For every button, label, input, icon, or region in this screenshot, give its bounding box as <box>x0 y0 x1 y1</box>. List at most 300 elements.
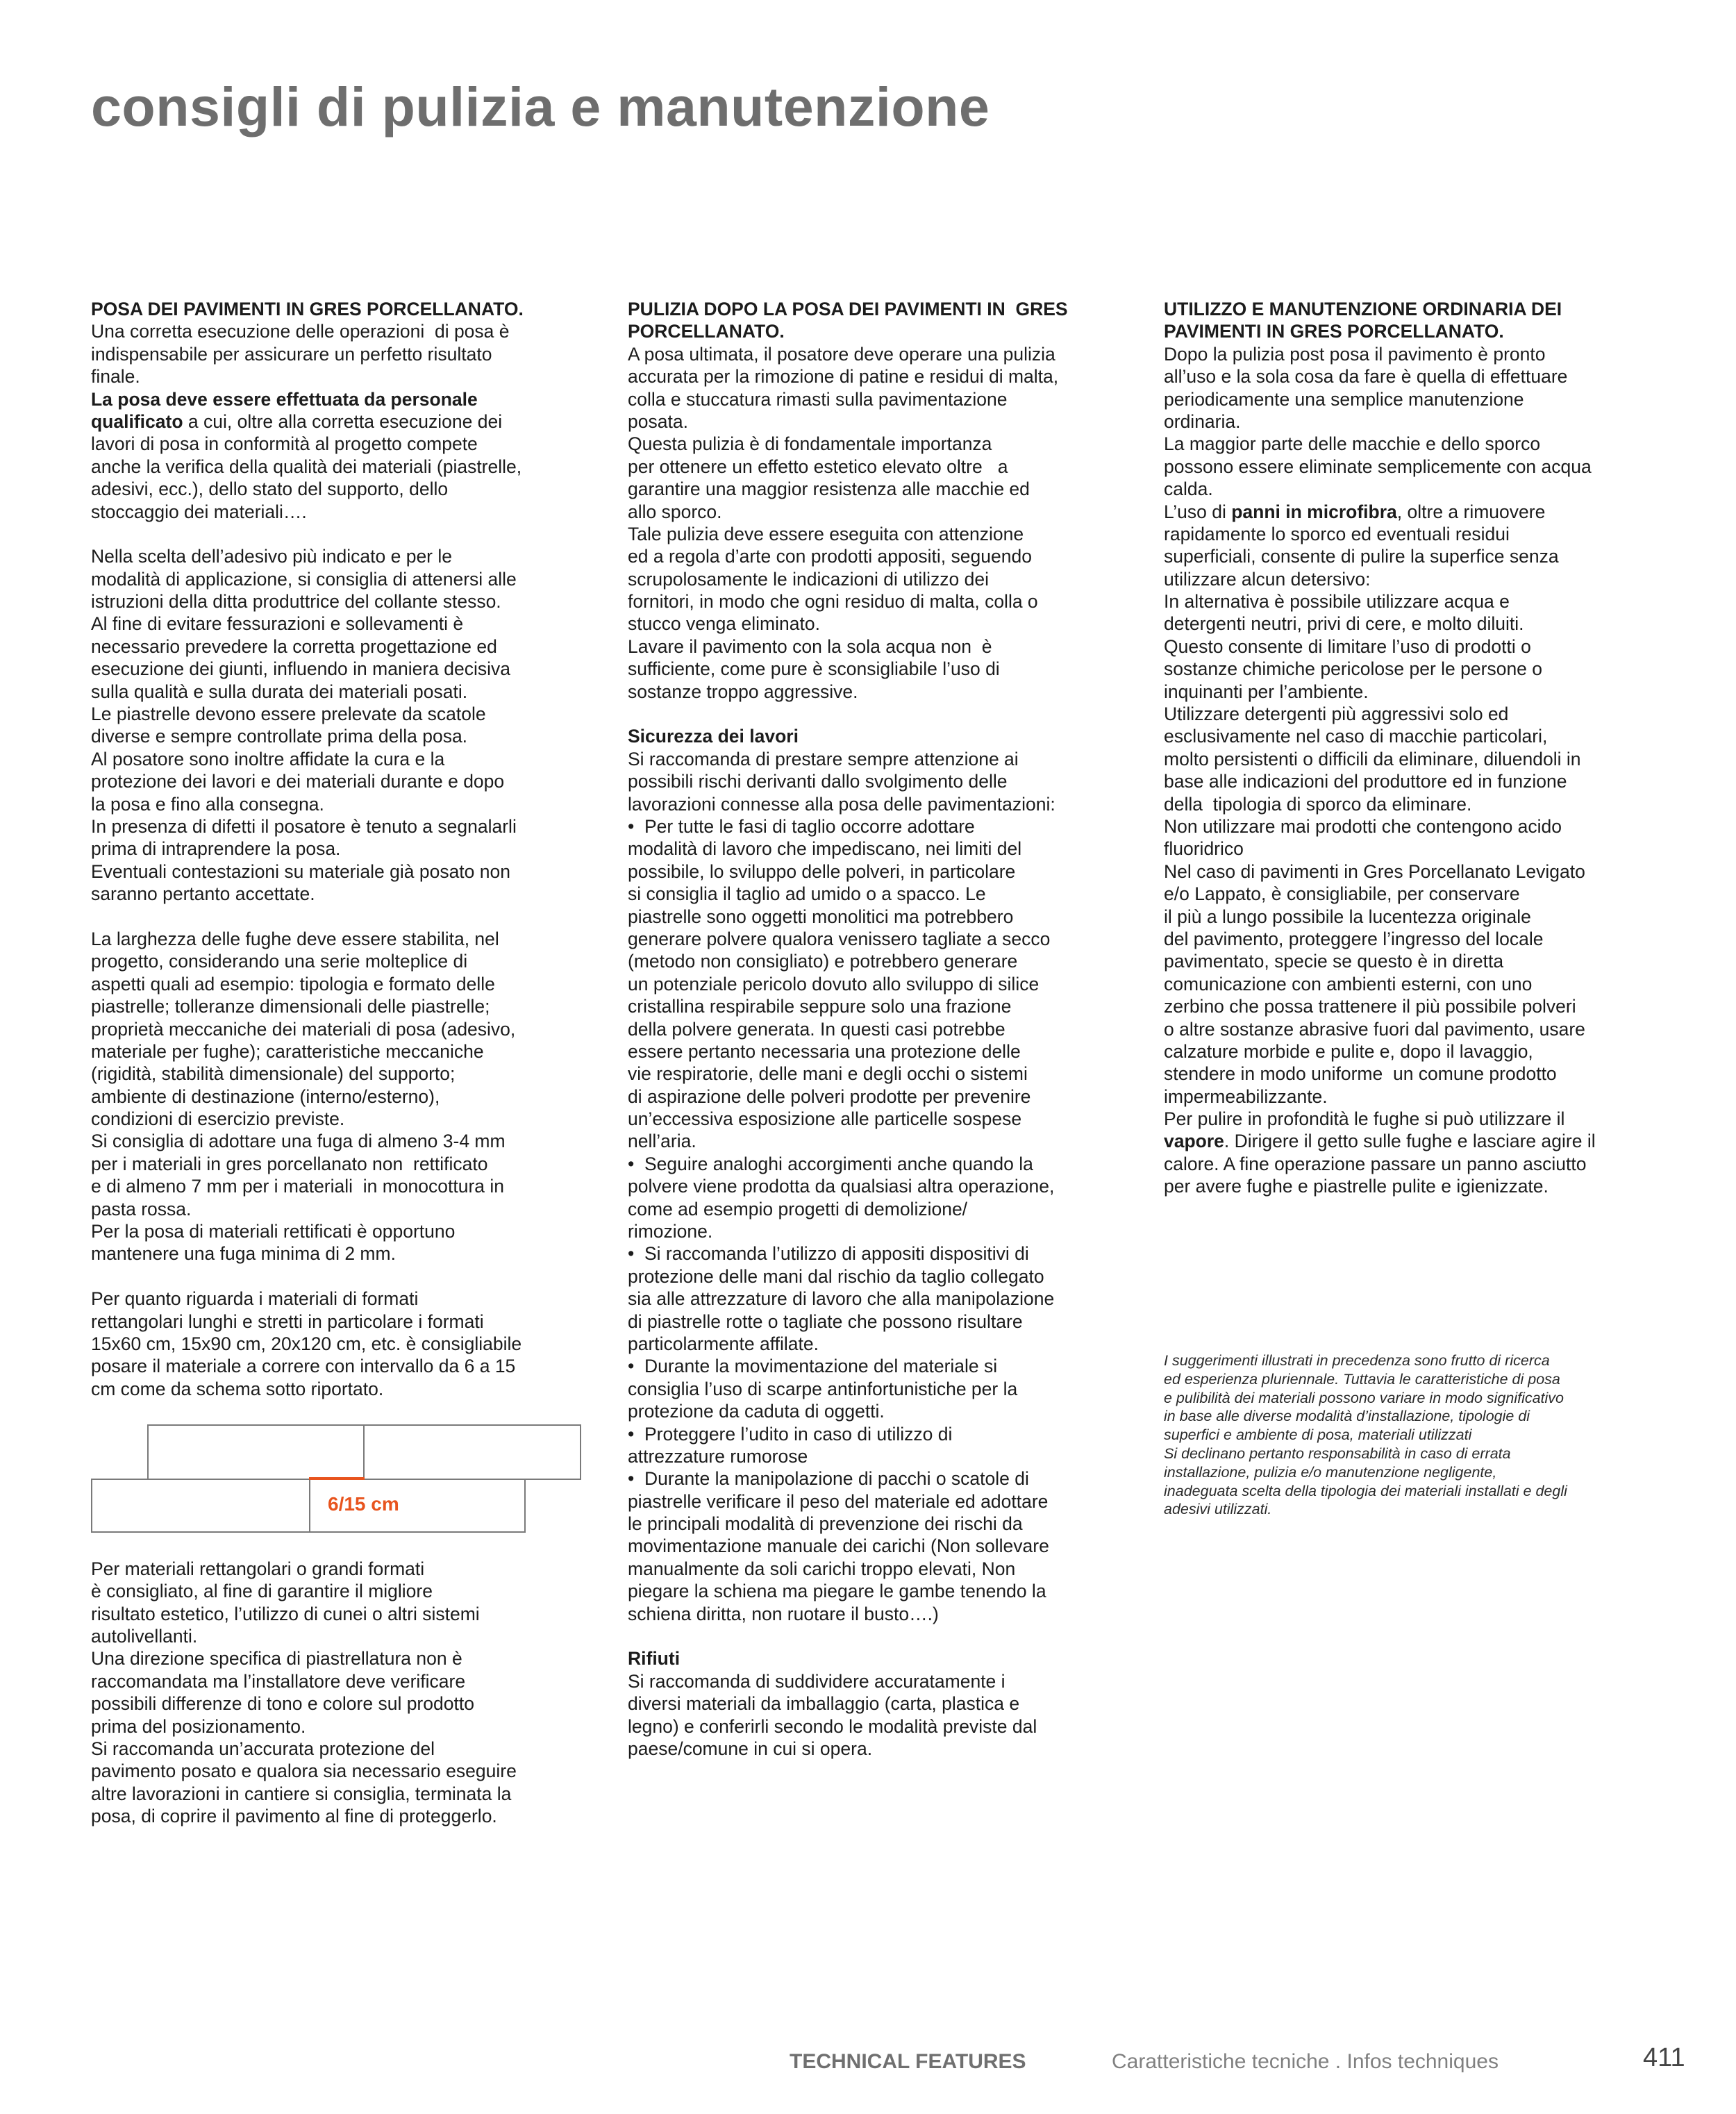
text-line <box>1164 613 1678 635</box>
text: condizioni di esercizio previste. <box>91 1108 345 1130</box>
text: per ottenere un effetto estetico elevato oltre a <box>628 456 1008 477</box>
bold-text: qualificato <box>91 410 183 432</box>
text: Dopo la pulizia post posa il pavimento è pronto <box>1164 343 1546 365</box>
text-line <box>1164 343 1678 365</box>
text-line <box>91 748 605 770</box>
text: Per pulire in profondità le fughe si può utilizzare il <box>1164 1108 1565 1130</box>
text: inquinanti per l’ambiente. <box>1164 681 1369 702</box>
text-line <box>91 1805 605 1827</box>
text-line <box>1164 501 1678 523</box>
text-line <box>91 613 605 635</box>
text: movimentazione manuale dei carichi (Non sollevare <box>628 1535 1049 1557</box>
text: un potenziale pericolo dovuto allo sviluppo di silice <box>628 973 1040 994</box>
text-line <box>91 1085 605 1108</box>
text: pavimento posato e qualora sia necessario eseguire <box>91 1761 517 1782</box>
text: indispensabile per assicurare un perfetto risultato <box>91 343 492 365</box>
text-line <box>628 1378 1142 1400</box>
text-line <box>628 793 1142 815</box>
text-line <box>1164 568 1678 590</box>
text-line <box>628 501 1142 523</box>
text-line <box>91 1242 605 1265</box>
text: Al fine di evitare fessurazioni e sollevamenti è <box>91 613 464 635</box>
text-line <box>91 501 605 523</box>
text: modalità di lavoro che impediscano, nei limiti del <box>628 838 1022 860</box>
text-line <box>91 343 605 365</box>
text-line <box>91 703 605 725</box>
text-line <box>1164 1130 1678 1152</box>
text: paese/comune in cui si opera. <box>628 1738 873 1759</box>
text: Utilizzare detergenti più aggressivi solo ed <box>1164 704 1509 725</box>
text-line <box>628 906 1142 928</box>
text-line <box>1164 681 1678 703</box>
bold-text: Rifiuti <box>628 1648 681 1670</box>
text-line <box>1164 1153 1678 1175</box>
text: aspetti quali ad esempio: tipologia e formato delle <box>91 973 495 994</box>
text-line <box>1164 523 1678 545</box>
text: Si raccomanda un’accurata protezione del <box>91 1738 435 1759</box>
text-line <box>1164 1040 1678 1063</box>
text: • Si raccomanda l’utilizzo di appositi dispositivi di <box>628 1243 1029 1265</box>
text: . Dirigere il getto sulle fughe e lasciare agire il <box>1224 1131 1596 1152</box>
text: Questa pulizia è di fondamentale importanza <box>628 433 992 455</box>
text-line <box>1164 995 1678 1017</box>
text-line <box>91 1445 605 1467</box>
text: di piastrelle rotte o tagliate che possono risultare <box>628 1310 1023 1332</box>
text: piastrelle; tolleranze dimensionali delle piastrelle; <box>91 996 490 1017</box>
text-line <box>628 950 1142 972</box>
disclaimer-line: adesivi utilizzati. <box>1164 1501 1272 1518</box>
text: (metodo non consigliato) e potrebbero generare <box>628 951 1018 972</box>
text-line <box>91 410 605 433</box>
text-line <box>1164 950 1678 972</box>
text-line <box>1164 635 1678 658</box>
text-line <box>628 703 1142 725</box>
text-line <box>91 725 605 747</box>
text-line <box>1164 590 1678 613</box>
text-line <box>91 928 605 950</box>
text-line <box>1164 298 1678 320</box>
text-line <box>628 1692 1142 1715</box>
text-line <box>1164 320 1678 342</box>
text-line <box>91 1603 605 1625</box>
text: piastrelle sono oggetti monolitici ma potrebbero <box>628 906 1014 927</box>
text: altre lavorazioni in cantiere si consiglia, terminata la <box>91 1783 512 1804</box>
text: (rigidità, stabilità dimensionale) del supporto; <box>91 1063 456 1085</box>
text: impermeabilizzante. <box>1164 1085 1328 1107</box>
text-line <box>628 1400 1142 1422</box>
text-line <box>91 1310 605 1333</box>
text-line <box>1164 410 1678 433</box>
text: Al posatore sono inoltre affidate la cura e la <box>91 748 445 769</box>
text: Lavare il pavimento con la sola acqua non è <box>628 635 992 657</box>
text-line <box>628 928 1142 950</box>
text-line <box>628 1580 1142 1602</box>
text-line <box>91 365 605 388</box>
bold-text: vapore <box>1164 1131 1224 1152</box>
text: sulla qualità e sulla durata dei materiali posati. <box>91 681 468 702</box>
disclaimer <box>1164 1351 1678 1519</box>
text: diversi materiali da imballaggio (carta, plastica e <box>628 1693 1020 1715</box>
text-line <box>628 681 1142 703</box>
text: all’uso e la sola cosa da fare è quella di effettuare <box>1164 366 1568 388</box>
text: manualmente da soli carichi troppo elevati, Non <box>628 1558 1016 1579</box>
text-line <box>1164 883 1678 905</box>
text-line <box>628 1423 1142 1445</box>
text: diverse e sempre controllate prima della posa. <box>91 726 468 747</box>
text-line <box>628 725 1142 747</box>
text-line <box>91 815 605 838</box>
text: essere pertanto necessaria una protezione delle <box>628 1040 1021 1062</box>
text-line <box>1164 456 1678 478</box>
text: adesivi, ecc.), dello stato del supporto, dello <box>91 478 449 500</box>
text-line <box>628 1513 1142 1535</box>
text-line <box>91 1130 605 1152</box>
text-line <box>91 1220 605 1242</box>
text-line <box>91 950 605 972</box>
text-line <box>91 1467 605 1490</box>
bold-text: PULIZIA DOPO LA POSA DEI PAVIMENTI IN GRES <box>628 299 1068 319</box>
text: schiena diritta, non ruotare il busto….) <box>628 1603 939 1624</box>
text-line <box>628 995 1142 1017</box>
text: per i materiali in gres porcellanato non rettificato <box>91 1153 488 1174</box>
text-line <box>1164 658 1678 680</box>
text: Si raccomanda di prestare sempre attenzione ai <box>628 748 1019 769</box>
text-line <box>628 1647 1142 1670</box>
text-line <box>91 388 605 410</box>
text: base alle indicazioni del produttore ed in funzione <box>1164 771 1567 792</box>
text-line <box>628 1670 1142 1692</box>
text-line <box>628 590 1142 613</box>
text: • Proteggere l’udito in caso di utilizzo di <box>628 1423 953 1445</box>
text-line <box>628 1715 1142 1738</box>
text-line <box>91 1288 605 1310</box>
text-line <box>628 1198 1142 1220</box>
text-line <box>91 568 605 590</box>
text-line <box>91 1175 605 1197</box>
text: ed a regola d’arte con prodotti appositi, seguendo <box>628 546 1032 567</box>
text: autolivellanti. <box>91 1626 198 1647</box>
bold-text: PAVIMENTI IN GRES PORCELLANATO. <box>1164 321 1504 342</box>
text-line <box>628 883 1142 905</box>
text: detergenti neutri, privi di cere, e molto diluiti. <box>1164 613 1524 635</box>
text-line <box>91 635 605 658</box>
text: garantire una maggior resistenza alle macchie ed <box>628 478 1030 500</box>
text: fornitori, in modo che ogni residuo di malta, colla o <box>628 591 1038 613</box>
text-line <box>1164 1175 1678 1197</box>
text-line <box>91 973 605 995</box>
text-line <box>91 906 605 928</box>
text: In alternativa è possibile utilizzare acqua e <box>1164 591 1510 613</box>
text-line <box>91 1513 605 1535</box>
text: Eventuali contestazioni su materiale già posato non <box>91 860 510 882</box>
text-line <box>628 1603 1142 1625</box>
text-line <box>628 298 1142 320</box>
text: ambiente di destinazione (interno/esterno), <box>91 1085 440 1107</box>
text-line <box>628 613 1142 635</box>
text: posata. <box>628 410 688 432</box>
text: • Seguire analoghi accorgimenti anche quando la <box>628 1153 1033 1174</box>
text: Tale pulizia deve essere eseguita con attenzione <box>628 523 1024 544</box>
text: zerbino che possa trattenere il più possibile polveri <box>1164 996 1576 1017</box>
text: A posa ultimata, il posatore deve operare una pulizia <box>628 343 1055 365</box>
text-line <box>91 1715 605 1738</box>
text-line <box>91 590 605 613</box>
text-line <box>1164 725 1678 747</box>
text-line <box>628 1063 1142 1085</box>
text: istruzioni della ditta produttrice del collante stesso. <box>91 591 501 613</box>
text: e di almeno 7 mm per i materiali in monocottura in <box>91 1176 505 1197</box>
text: sia alle attrezzature di lavoro che alla manipolazione <box>628 1288 1055 1310</box>
text: calzature morbide e pulite e, dopo il lavaggio, <box>1164 1040 1533 1062</box>
text: sostanze chimiche pericolose per le persone o <box>1164 658 1543 680</box>
column-posa <box>91 298 605 1828</box>
text: posare il materiale a correre con intervallo da 6 a 15 <box>91 1356 516 1377</box>
text: legno) e conferirli secondo le modalità previste dal <box>628 1715 1037 1737</box>
text-line <box>628 860 1142 883</box>
text-line <box>91 1153 605 1175</box>
text: protezione da caduta di oggetti. <box>628 1401 885 1422</box>
text-line <box>628 478 1142 500</box>
text: per avere fughe e piastrelle pulite e igienizzate. <box>1164 1176 1549 1197</box>
text: Per la posa di materiali rettificati è opportuno <box>91 1221 456 1242</box>
text: piastrelle verificare il peso del materiale ed adottare <box>628 1490 1049 1512</box>
bold-text: POSA DEI PAVIMENTI IN GRES PORCELLANATO. <box>91 299 524 319</box>
text: finale. <box>91 366 140 388</box>
text: Una direzione specifica di piastrellatura non è <box>91 1648 462 1670</box>
text-line <box>91 1580 605 1602</box>
text: La maggior parte delle macchie e dello sporco <box>1164 433 1541 455</box>
text-line <box>91 1783 605 1805</box>
text: a cui, oltre alla corretta esecuzione dei <box>183 410 503 432</box>
footer-section: TECHNICAL FEATURES <box>790 2050 1026 2073</box>
text: In presenza di difetti il posatore è tenuto a segnalarli <box>91 815 517 837</box>
text-line <box>91 1692 605 1715</box>
text-line <box>628 1130 1142 1152</box>
text-line <box>91 1535 605 1557</box>
text: stendere in modo uniforme un comune prodotto <box>1164 1063 1557 1085</box>
text-line <box>628 1355 1142 1377</box>
text-line <box>91 1018 605 1040</box>
text-line <box>628 1108 1142 1130</box>
disclaimer-line: e pulibilità dei materiali possono variare in modo significativo <box>1164 1389 1564 1406</box>
text-line <box>628 523 1142 545</box>
text: generare polvere qualora venissero tagliate a secco <box>628 928 1051 949</box>
text-line <box>91 1647 605 1670</box>
text-line <box>628 1288 1142 1310</box>
bold-text: Sicurezza dei lavori <box>628 726 799 747</box>
text: lavori di posa in conformità al progetto compete <box>91 433 478 455</box>
disclaimer-line: ed esperienza pluriennale. Tuttavia le caratteristiche di posa <box>1164 1370 1560 1388</box>
bold-text: panni in microfibra <box>1231 501 1397 522</box>
text-line <box>628 1242 1142 1265</box>
text-line <box>91 793 605 815</box>
text-line <box>91 433 605 455</box>
text-line <box>91 1400 605 1422</box>
text-line <box>1164 1018 1678 1040</box>
text: rimozione. <box>628 1221 713 1242</box>
text: è consigliato, al fine di garantire il migliore <box>91 1581 433 1602</box>
text-line <box>628 1175 1142 1197</box>
text-line <box>628 658 1142 680</box>
text: • Per tutte le fasi di taglio occorre adottare <box>628 815 975 837</box>
text: di aspirazione delle polveri prodotte per prevenire <box>628 1085 1031 1107</box>
text-line <box>628 343 1142 365</box>
text-line <box>1164 433 1678 455</box>
text-line <box>628 456 1142 478</box>
text-line <box>628 1445 1142 1467</box>
text-line <box>1164 860 1678 883</box>
text-line <box>1164 1063 1678 1085</box>
text-line <box>1164 388 1678 410</box>
text-line <box>628 388 1142 410</box>
text: progetto, considerando una serie molteplice di <box>91 951 468 972</box>
offset-label: 6/15 cm <box>328 1493 399 1515</box>
text: cristallina respirabile seppure solo una frazione <box>628 996 1012 1017</box>
footer-subtitle: Caratteristiche tecniche . Infos techniques <box>1112 2050 1499 2073</box>
text: cm come da schema sotto riportato. <box>91 1378 384 1399</box>
text: modalità di applicazione, si consiglia di attenersi alle <box>91 568 517 590</box>
disclaimer-line: superfici e ambiente di posa, materiali utilizzati <box>1164 1426 1472 1444</box>
text: particolarmente affilate. <box>628 1333 819 1354</box>
text-line <box>628 1040 1142 1063</box>
text: rapidamente lo sporco ed eventuali residui <box>1164 523 1510 544</box>
text: si consiglia il taglio ad umido o a spacco. Le <box>628 883 986 905</box>
text: materiale per fughe); caratteristiche meccaniche <box>91 1040 484 1062</box>
text-line <box>91 1063 605 1085</box>
text: calda. <box>1164 478 1213 500</box>
text-line <box>91 1355 605 1377</box>
text: come ad esempio progetti di demolizione/ <box>628 1198 968 1220</box>
text: • Durante la manipolazione di pacchi o scatole di <box>628 1468 1029 1490</box>
text: pasta rossa. <box>91 1198 192 1220</box>
text-line <box>1164 906 1678 928</box>
text: fluoridrico <box>1164 838 1244 860</box>
text: rettangolari lunghi e stretti in particolare i formati <box>91 1310 484 1332</box>
bold-text: UTILIZZO E MANUTENZIONE ORDINARIA DEI <box>1164 299 1562 319</box>
text-line <box>628 1220 1142 1242</box>
text-line <box>628 1018 1142 1040</box>
page-title: consigli di pulizia e manutenzione <box>91 76 990 138</box>
text-line <box>91 478 605 500</box>
text-line <box>91 1040 605 1063</box>
text: Nel caso di pavimenti in Gres Porcellanato Levigato <box>1164 860 1585 882</box>
text: allo sporco. <box>628 501 722 522</box>
text: Si raccomanda di suddividere accuratamente i <box>628 1670 1005 1692</box>
column-pulizia-dopo-posa <box>628 298 1142 1760</box>
text-line <box>628 1625 1142 1647</box>
text: possono essere eliminate semplicemente con acqua <box>1164 456 1592 477</box>
text-line <box>91 681 605 703</box>
text-line <box>628 365 1142 388</box>
text: Una corretta esecuzione delle operazioni di posa è <box>91 321 510 342</box>
text: sufficiente, come pure è sconsigliabile l’uso di <box>628 658 1000 680</box>
text-line <box>628 1467 1142 1490</box>
text: L’uso di <box>1164 501 1232 522</box>
text-line <box>91 1738 605 1760</box>
text: risultato estetico, l’utilizzo di cunei o altri sistemi <box>91 1603 480 1624</box>
text-line <box>1164 545 1678 567</box>
text: anche la verifica della qualità dei materiali (piastrelle, <box>91 456 522 477</box>
text: molto persistenti o difficili da eliminare, diluendoli in <box>1164 748 1581 769</box>
text: stucco venga eliminato. <box>628 613 820 635</box>
text-line <box>91 1490 605 1513</box>
text: della polvere generata. In questi casi potrebbe <box>628 1018 1005 1040</box>
text: attrezzature rumorose <box>628 1445 808 1467</box>
text-line <box>91 1378 605 1400</box>
text-line <box>628 1558 1142 1580</box>
text: 15x60 cm, 15x90 cm, 20x120 cm, etc. è consigliabile <box>91 1333 522 1354</box>
text-line <box>1164 703 1678 725</box>
text-line <box>91 523 605 545</box>
text: raccomandata ma l’installatore deve verificare <box>91 1670 466 1692</box>
text-line <box>91 1333 605 1355</box>
text-line <box>91 545 605 567</box>
text-line <box>91 1670 605 1692</box>
text-line <box>1164 1085 1678 1108</box>
text: utilizzare alcun detersivo: <box>1164 568 1371 590</box>
column-manutenzione-ordinaria <box>1164 298 1678 1198</box>
text-line <box>628 838 1142 860</box>
text: Non utilizzare mai prodotti che contengono acido <box>1164 815 1562 837</box>
text-line <box>628 1085 1142 1108</box>
text-line <box>1164 793 1678 815</box>
text-line <box>91 1625 605 1647</box>
text-line <box>1164 365 1678 388</box>
text: Le piastrelle devono essere prelevate da scatole <box>91 704 486 725</box>
text: lavorazioni connesse alla posa delle pavimentazioni: <box>628 793 1055 815</box>
text: esclusivamente nel caso di macchie particolari, <box>1164 726 1548 747</box>
text: accurata per la rimozione di patine e residui di malta, <box>628 366 1059 388</box>
text: mantenere una fuga minima di 2 mm. <box>91 1243 396 1265</box>
text: protezione delle mani dal rischio da taglio collegato <box>628 1265 1044 1287</box>
text-line <box>91 298 605 320</box>
text-line <box>1164 815 1678 838</box>
text: il più a lungo possibile la lucentezza originale <box>1164 906 1531 927</box>
text: proprietà meccaniche dei materiali di posa (adesivo, <box>91 1018 516 1040</box>
text: comunicazione con ambienti esterni, con uno <box>1164 973 1533 994</box>
text: saranno pertanto accettate. <box>91 883 315 905</box>
text: stoccaggio dei materiali…. <box>91 501 307 522</box>
disclaimer-line: Si declinano pertanto responsabilità in caso di errata <box>1164 1445 1511 1462</box>
disclaimer-line: in base alle diverse modalità d’installazione, tipologie di <box>1164 1408 1530 1425</box>
text-line <box>91 860 605 883</box>
text: superficiali, consente di pulire la superfice senza <box>1164 546 1559 567</box>
disclaimer-line: installazione, pulizia e/o manutenzione negligente, <box>1164 1463 1497 1481</box>
disclaimer-line: inadeguata scelta della tipologia dei materiali installati e degli <box>1164 1482 1567 1499</box>
text-line <box>91 320 605 342</box>
text: Per quanto riguarda i materiali di formati <box>91 1288 419 1310</box>
text: Si consiglia di adottare una fuga di almeno 3-4 mm <box>91 1131 506 1152</box>
text-line <box>628 1333 1142 1355</box>
text-line <box>628 320 1142 342</box>
text: Questo consente di limitare l’uso di prodotti o <box>1164 635 1531 657</box>
text-line <box>628 1153 1142 1175</box>
text-line <box>91 658 605 680</box>
text: della tipologia di sporco da eliminare. <box>1164 793 1472 815</box>
text-line <box>628 973 1142 995</box>
text-line <box>91 1423 605 1445</box>
text: Per materiali rettangolari o grandi formati <box>91 1558 425 1579</box>
text-line <box>1164 748 1678 770</box>
text-line <box>1164 1108 1678 1130</box>
text-line <box>628 748 1142 770</box>
text-line <box>91 770 605 792</box>
text-line <box>1164 973 1678 995</box>
text: posa, di coprire il pavimento al fine di proteggerlo. <box>91 1806 497 1827</box>
text: consiglia l’uso di scarpe antinfortunistiche per la <box>628 1378 1018 1399</box>
text-line <box>1164 770 1678 792</box>
text: un’eccessiva esposizione alle particelle sospese <box>628 1108 1022 1130</box>
